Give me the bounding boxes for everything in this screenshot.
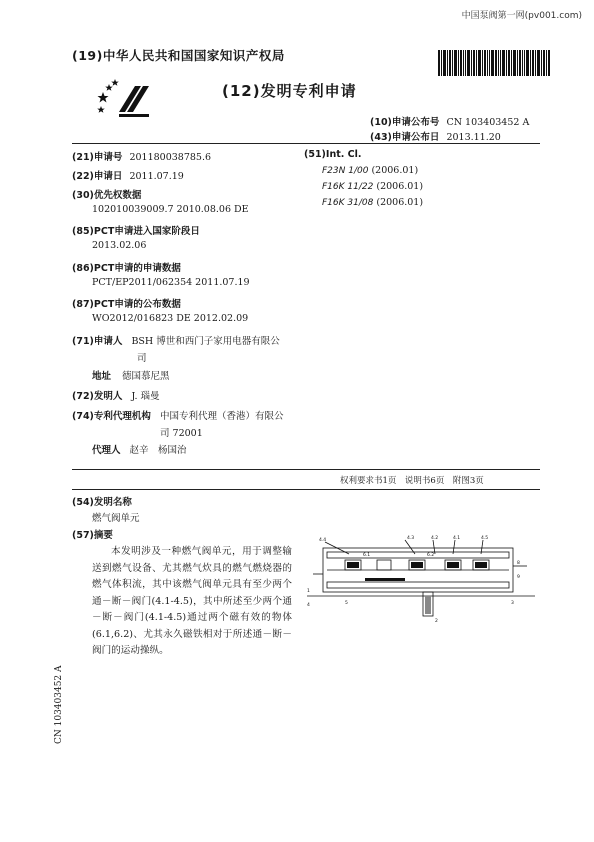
- figure-label: 1: [307, 589, 310, 594]
- figure-label: 2: [435, 619, 438, 624]
- application-number-label: (21)申请号: [72, 152, 123, 163]
- application-date-label: (22)申请日: [72, 171, 123, 182]
- publication-date-row: [370, 129, 501, 143]
- figure-label: 6.1: [363, 553, 371, 558]
- agency-row: [72, 408, 283, 422]
- pct-publication-label-text: (87)PCT申请的公布数据: [72, 299, 181, 310]
- figure-label: 8: [517, 561, 520, 566]
- agent-names: 赵辛 杨国治: [129, 445, 187, 456]
- document-type-title: (12)发明专利申请: [222, 82, 357, 100]
- abstract-label: [72, 527, 113, 541]
- patent-office-logo: [95, 78, 153, 120]
- header-divider: [72, 143, 540, 144]
- int-cl-entry: [322, 165, 418, 176]
- applicant-name: BSH 博世和西门子家用电器有限公: [131, 336, 280, 347]
- address-row: [92, 368, 170, 382]
- address-value: 德国慕尼黑: [122, 371, 170, 382]
- publication-date: 2013.11.20: [446, 132, 501, 143]
- pct-publication-label: [72, 296, 181, 310]
- priority-label-text: (30)优先权数据: [72, 190, 142, 201]
- barcode: [438, 50, 550, 76]
- priority-label: [72, 187, 141, 201]
- figure-label: 4.3: [407, 536, 415, 541]
- int-cl-date: (2006.01): [371, 165, 419, 176]
- patent-drawing: [305, 534, 537, 626]
- agency-label: (74)专利代理机构: [72, 411, 151, 422]
- publication-number-label: (10)申请公布号: [370, 117, 440, 128]
- figure-label: 9: [517, 575, 520, 580]
- publication-number: CN 103403452 A: [446, 117, 530, 128]
- inventor-label: (72)发明人: [72, 391, 123, 402]
- applicant-row: [72, 333, 280, 347]
- pct-publication-data: WO2012/016823 DE 2012.02.09: [92, 313, 249, 324]
- inventor-name: J. 瑙曼: [131, 391, 160, 402]
- priority-data: 102010039009.7 2010.08.06 DE: [92, 204, 249, 215]
- figure-label: 5: [345, 601, 348, 606]
- figure-label: 6.2: [427, 553, 435, 558]
- applicant-name-continued: 司: [137, 353, 147, 364]
- figure-label: 4: [307, 603, 310, 608]
- figure-label: 4.5: [481, 536, 489, 541]
- publication-number-row: [370, 114, 529, 128]
- pct-entry-date: 2013.02.06: [92, 240, 147, 251]
- agency-name-continued: 司 72001: [160, 428, 203, 439]
- application-number-row: [72, 149, 211, 163]
- figure-label: 4.4: [319, 538, 327, 543]
- int-cl-date: (2006.01): [376, 197, 424, 208]
- section-divider-bottom: [72, 489, 540, 490]
- invention-title-label: [72, 494, 132, 508]
- int-cl-code: F16K 31/08: [322, 198, 374, 208]
- address-label: 地址: [92, 371, 112, 382]
- agency-name: 中国专利代理（香港）有限公: [159, 411, 284, 422]
- abstract-label-text: (57)摘要: [72, 530, 113, 541]
- pct-application-label-text: (86)PCT申请的申请数据: [72, 263, 181, 274]
- figure-label: 4.2: [431, 536, 439, 541]
- applicant-label: (71)申请人: [72, 336, 123, 347]
- application-date: 2011.07.19: [129, 171, 184, 182]
- pct-application-label: [72, 260, 181, 274]
- int-cl-entry: [322, 197, 423, 208]
- pct-entry-label: [72, 223, 200, 237]
- pct-application-data: PCT/EP2011/062354 2011.07.19: [92, 277, 250, 288]
- application-number: 201180038785.6: [129, 152, 212, 163]
- abstract-text: 本发明涉及一种燃气阀单元，用于调整输送到燃气设备、尤其燃气炊具的燃气燃烧器的燃气体积流，其中该燃气阀单元具有至少两个通－断－阀门(4.1-4.5)，其中所述至少两个通－断－阀门(4.1-4.5)通过两个磁有效的物体(6.1,6.2)、尤其永久磁铁相对于所述通－断－阀门的运动操纵。: [92, 546, 292, 656]
- section-divider: [72, 469, 540, 470]
- inventor-row: [72, 388, 160, 402]
- int-cl-code: F23N 1/00: [322, 166, 369, 176]
- agent-row: [92, 442, 187, 456]
- int-cl-entry: [322, 181, 423, 192]
- page-counts: 权利要求书1页 说明书6页 附图3页: [340, 476, 484, 486]
- invention-title-label-text: (54)发明名称: [72, 497, 132, 508]
- int-cl-code: F16K 11/22: [322, 182, 374, 192]
- int-cl-label: [304, 149, 362, 160]
- site-watermark: 中国泵阀第一网(pv001.com): [461, 11, 582, 21]
- pct-entry-label-text: (85)PCT申请进入国家阶段日: [72, 226, 200, 237]
- publication-date-label: (43)申请公布日: [370, 132, 440, 143]
- int-cl-label-text: (51)Int. Cl.: [304, 149, 362, 160]
- agent-label: 代理人: [92, 445, 121, 456]
- patent-office-name: (19)中华人民共和国国家知识产权局: [72, 48, 285, 63]
- application-date-row: [72, 168, 184, 182]
- figure-label: 3: [511, 601, 514, 606]
- invention-title: 燃气阀单元: [92, 513, 140, 524]
- int-cl-date: (2006.01): [376, 181, 424, 192]
- figure-label: 4.1: [453, 536, 461, 541]
- side-publication-number: CN 103403452 A: [54, 665, 64, 744]
